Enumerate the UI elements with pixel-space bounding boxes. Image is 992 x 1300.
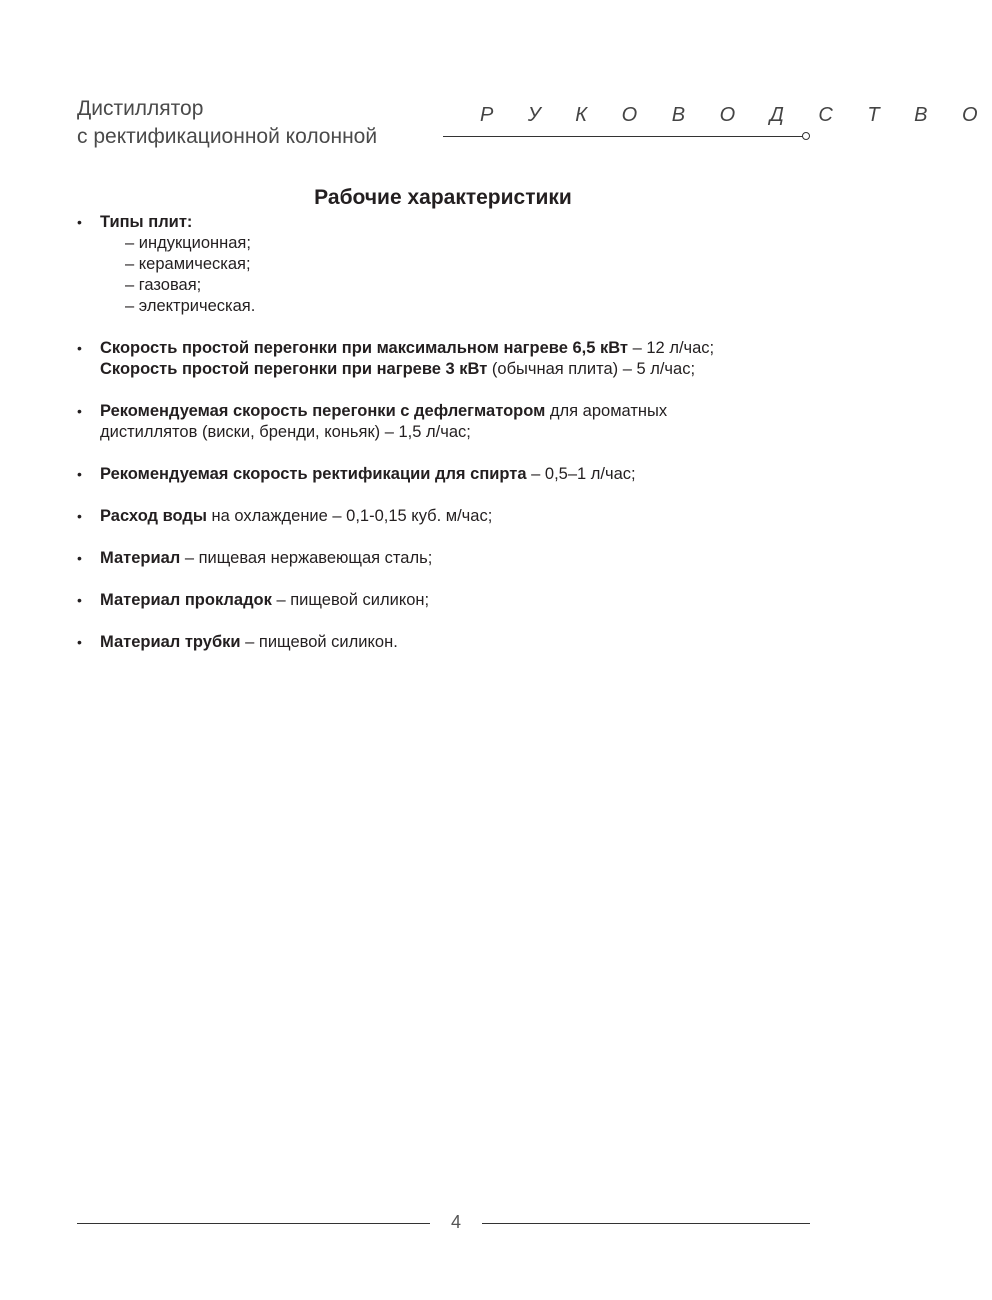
spec-label: Материал трубки — [100, 633, 241, 651]
spec-item-rectification-speed — [77, 464, 797, 485]
spec-line — [100, 548, 797, 569]
spec-value: – пищевой силикон. — [240, 633, 398, 651]
spec-label: Расход воды — [100, 507, 207, 525]
spec-line — [100, 632, 797, 653]
bullet-icon: • — [77, 508, 82, 524]
spec-label: Скорость простой перегонки при максимальном нагреве 6,5 кВт — [100, 339, 629, 357]
document-title-line1: Дистиллятор — [77, 97, 204, 120]
section-title: Рабочие характеристики — [314, 186, 572, 209]
specs-list — [77, 212, 797, 674]
stove-type-item: – индукционная; — [125, 234, 251, 252]
spec-item-material — [77, 548, 797, 569]
spec-line — [100, 401, 797, 422]
spec-line — [100, 359, 797, 380]
spec-value: – 0,5–1 л/час; — [526, 465, 636, 483]
spec-label: Типы плит: — [100, 213, 193, 231]
bullet-icon: • — [77, 340, 82, 356]
spec-value: на охлаждение – 0,1-0,15 куб. м/час; — [206, 507, 493, 525]
page-number: 4 — [450, 1212, 461, 1232]
spec-value: – 12 л/час; — [628, 339, 715, 357]
spec-value: для ароматных — [545, 402, 668, 420]
document-title-line2: с ректификационной колонной — [77, 125, 378, 148]
spec-line — [100, 506, 797, 527]
spec-line — [100, 464, 797, 485]
spec-item-gasket-material — [77, 590, 797, 611]
spec-value: – пищевой силикон; — [271, 591, 430, 609]
spec-item-tube-material — [77, 632, 797, 653]
document-title — [77, 95, 377, 151]
spec-item-stove-types — [77, 212, 797, 317]
stove-type-item: – керамическая; — [125, 255, 251, 273]
spec-item-water-consumption — [77, 506, 797, 527]
manual-label: Р У К О В О Д С Т В О — [480, 104, 992, 126]
bullet-icon: • — [77, 592, 82, 608]
header-divider — [443, 136, 803, 137]
spec-label: Материал прокладок — [100, 591, 272, 609]
spec-label: Рекомендуемая скорость перегонки с дефлегматором — [100, 402, 546, 420]
spec-item-dephlegmator-speed — [77, 401, 797, 443]
spec-value: – пищевая нержавеющая сталь; — [180, 549, 433, 567]
bullet-icon: • — [77, 466, 82, 482]
bullet-icon: • — [77, 214, 82, 230]
spec-label: Скорость простой перегонки при нагреве 3 кВт — [100, 360, 488, 378]
stove-types-list — [100, 233, 797, 317]
bullet-icon: • — [77, 403, 82, 419]
stove-type-item: – электрическая. — [125, 297, 256, 315]
header-divider-end-dot — [802, 132, 810, 140]
spec-line — [100, 590, 797, 611]
bullet-icon: • — [77, 634, 82, 650]
spec-value: (обычная плита) – 5 л/час; — [487, 360, 696, 378]
spec-label: Материал — [100, 549, 181, 567]
spec-item-distillation-speed — [77, 338, 797, 380]
footer-divider-right — [482, 1223, 810, 1224]
spec-label: Рекомендуемая скорость ректификации для спирта — [100, 465, 527, 483]
spec-line: дистиллятов (виски, бренди, коньяк) – 1,5 л/час; — [100, 423, 471, 441]
footer-divider-left — [77, 1223, 430, 1224]
stove-type-item: – газовая; — [125, 276, 202, 294]
spec-line — [100, 338, 797, 359]
bullet-icon: • — [77, 550, 82, 566]
